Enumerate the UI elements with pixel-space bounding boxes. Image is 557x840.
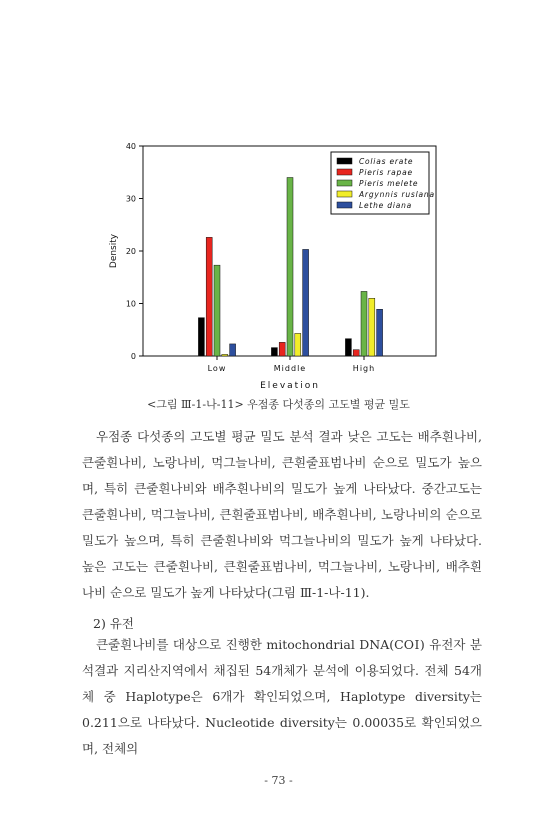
bar — [287, 178, 293, 357]
page-number: - 73 - — [264, 774, 293, 787]
legend-label: Argynnis ruslana — [359, 190, 435, 199]
y-tick-label: 10 — [125, 299, 136, 309]
x-tick-label: Middle — [273, 364, 307, 373]
body-paragraph-2: 큰줄흰나비를 대상으로 진행한 mitochondrial DNA(COⅠ) 유전자 분석결과 지리산지역에서 채집된 54개체가 분석에 이용되었다. 전체 54개체 중 Haplotype은 6개가 확인되었으며, Haplotype diversity는 0.211으로 나타났다. Nucleotide diversity는 0.00035로 확인되었으며, 전체의 — [82, 637, 482, 756]
x-axis-label: Elevation — [260, 381, 320, 391]
bar — [206, 237, 212, 356]
bar — [377, 309, 383, 356]
bar — [369, 298, 375, 356]
x-tick-label: High — [352, 364, 376, 373]
bar — [198, 318, 204, 356]
legend-swatch — [337, 191, 352, 197]
body-paragraph-1: 우점종 다섯종의 고도별 평균 밀도 분석 결과 낮은 고도는 배추흰나비, 큰줄흰나비, 노랑나비, 먹그늘나비, 큰흰줄표범나비 순으로 밀도가 높으며, 특히 큰줄흰나비와 배추흰나비의 밀도가 높게 나타났다. 중간고도는 큰줄흰나비, 먹그늘나비, 큰흰줄표범나비, 배추흰나비, 노랑나비의 순으로 밀도가 높으며, 특히 큰줄흰나비와 먹그늘나비의 밀도가 높게 나타났다. 높은 고도는 큰줄흰나비, 큰흰줄표범나비, 먹그늘나비, 노랑나비, 배추흰나비 순으로 밀도가 높게 나타났다(그림 Ⅲ-1-나-11). — [82, 429, 482, 600]
bar — [303, 249, 309, 356]
legend-label: Pieris rapae — [359, 168, 413, 177]
bar — [345, 339, 351, 356]
y-tick-label: 30 — [125, 194, 136, 204]
bar — [230, 344, 236, 356]
bar — [279, 342, 285, 356]
section-heading: 2) 유전 — [93, 616, 134, 631]
bar-chart — [0, 0, 557, 400]
x-axis — [208, 356, 376, 373]
y-tick-label: 20 — [125, 247, 136, 256]
legend — [331, 152, 435, 214]
y-axis-label: Density — [109, 233, 119, 269]
bar — [222, 354, 228, 356]
y-axis — [126, 142, 143, 361]
bar — [271, 348, 277, 356]
bar — [295, 333, 301, 356]
y-tick-label: 40 — [125, 142, 136, 151]
legend-label: Pieris melete — [359, 179, 419, 188]
legend-swatch — [337, 169, 352, 175]
bar — [214, 265, 220, 356]
legend-label: Colias erate — [359, 157, 414, 166]
bar — [361, 291, 367, 356]
x-tick-label: Low — [207, 364, 227, 373]
legend-swatch — [337, 158, 352, 164]
y-tick-label: 0 — [130, 352, 136, 361]
figure-caption: <그림 Ⅲ-1-나-11> 우점종 다섯종의 고도별 평균 밀도 — [147, 398, 410, 411]
legend-swatch — [337, 202, 352, 208]
legend-label: Lethe diana — [359, 201, 413, 210]
legend-swatch — [337, 180, 352, 186]
bar — [353, 350, 359, 356]
